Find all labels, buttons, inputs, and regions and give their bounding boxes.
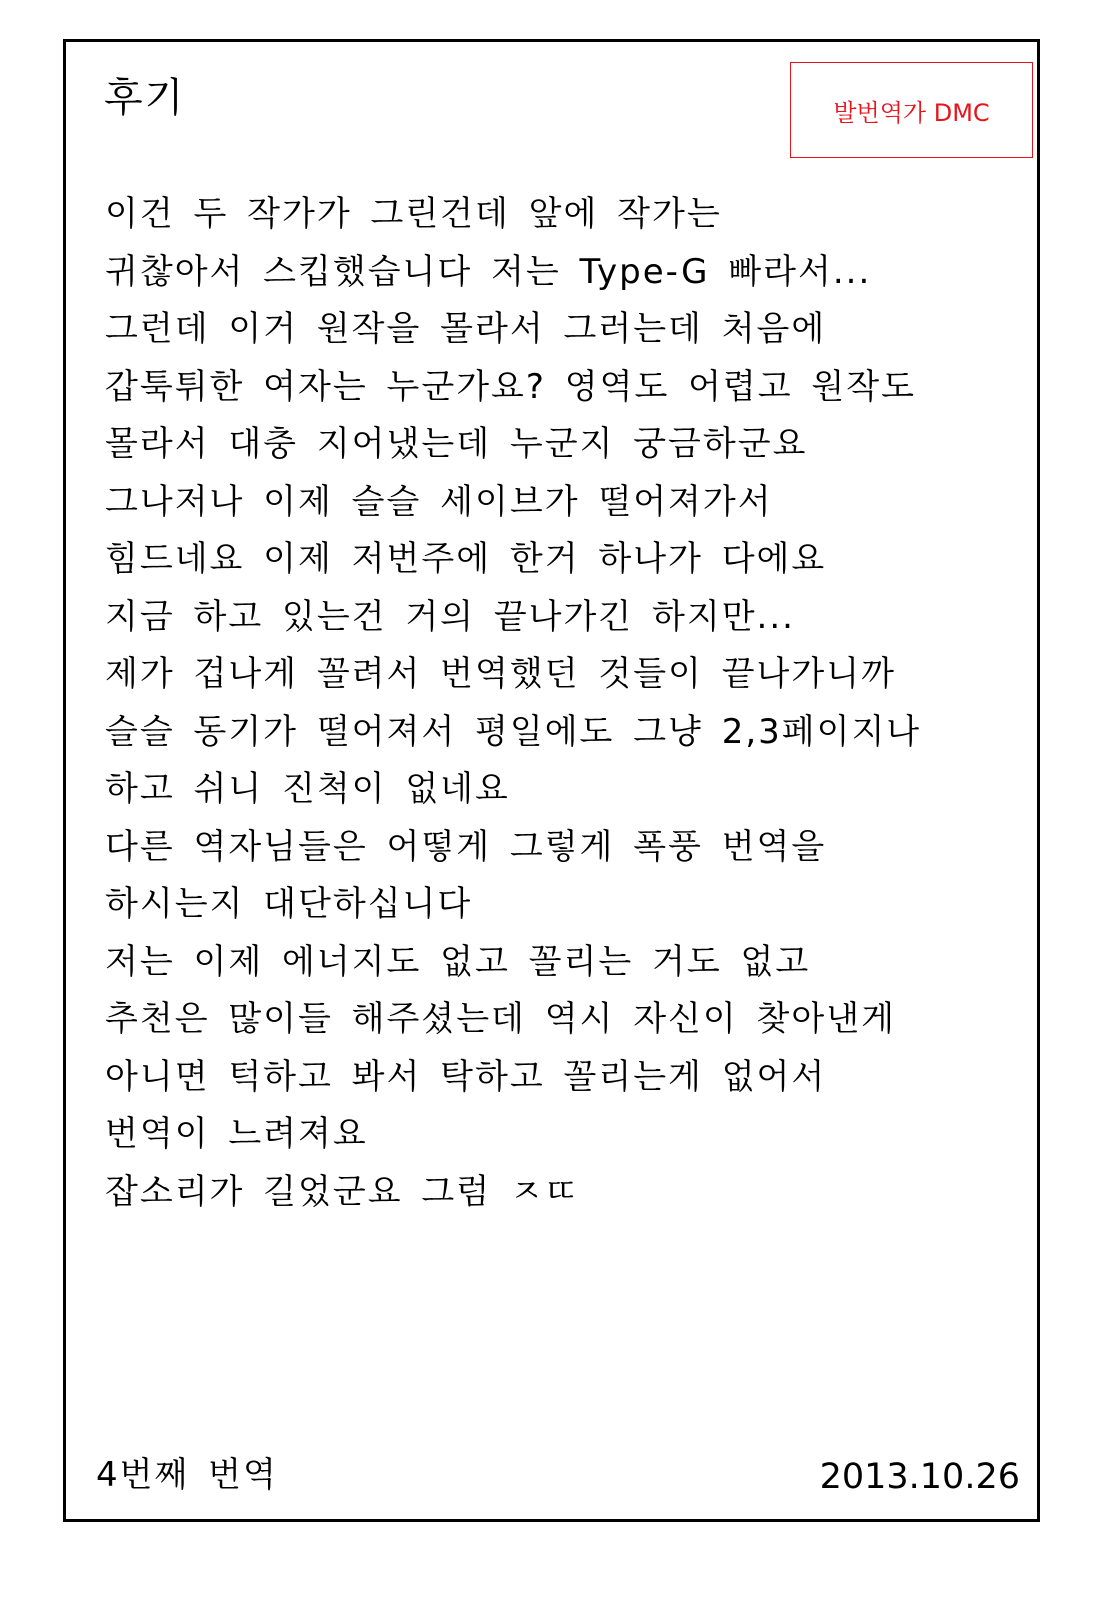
page-title: 후기	[104, 75, 186, 121]
body-line: 저는 이제 에너지도 없고 꼴리는 거도 없고	[105, 941, 811, 982]
translation-count: 4번째 번역	[96, 1455, 278, 1495]
body-line: 하시는지 대단하십니다	[105, 884, 473, 924]
body-line: 슬슬 동기가 떨어져서 평일에도 그냥 2,3페이지나	[105, 711, 922, 752]
body-line: 번역이 느려져요	[105, 1114, 368, 1154]
body-line: 하고 쉬니 진척이 없네요	[105, 769, 510, 809]
body-line: 몰라서 대충 지어냈는데 누군지 궁금하군요	[105, 424, 808, 464]
body-line: 그런데 이거 원작을 몰라서 그러는데 처음에	[105, 309, 827, 349]
body-line: 갑툭튀한 여자는 누군가요? 영역도 어렵고 원작도	[105, 366, 916, 407]
body-line: 이건 두 작가가 그린건데 앞에 작가는	[105, 194, 722, 234]
body-line: 추천은 많이들 해주셨는데 역시 자신이 찾아낸게	[105, 999, 896, 1039]
body-line: 제가 겁나게 꼴려서 번역했던 것들이 끝나가니까	[105, 654, 896, 694]
date-label: 2013.10.26	[819, 1457, 1020, 1497]
body-line: 다른 역자님들은 어떻게 그렇게 폭풍 번역을	[105, 826, 827, 867]
body-line: 그나저나 이제 슬슬 세이브가 떨어져가서	[105, 481, 773, 522]
body-line: 귀찮아서 스킵했습니다 저는 Type-G 빠라서...	[105, 251, 872, 292]
afterword-body	[105, 186, 921, 1221]
body-line: 아니면 턱하고 봐서 탁하고 꼴리는게 없어서	[105, 1056, 827, 1097]
body-line: 지금 하고 있는건 거의 끝나가긴 하지만...	[105, 596, 795, 637]
body-line: 힘드네요 이제 저번주에 한거 하나가 다에요	[105, 539, 827, 579]
translator-stamp: 발번역가 DMC	[790, 62, 1033, 158]
body-line: 잡소리가 길었군요 그럼 ㅈㄸ	[105, 1171, 580, 1212]
